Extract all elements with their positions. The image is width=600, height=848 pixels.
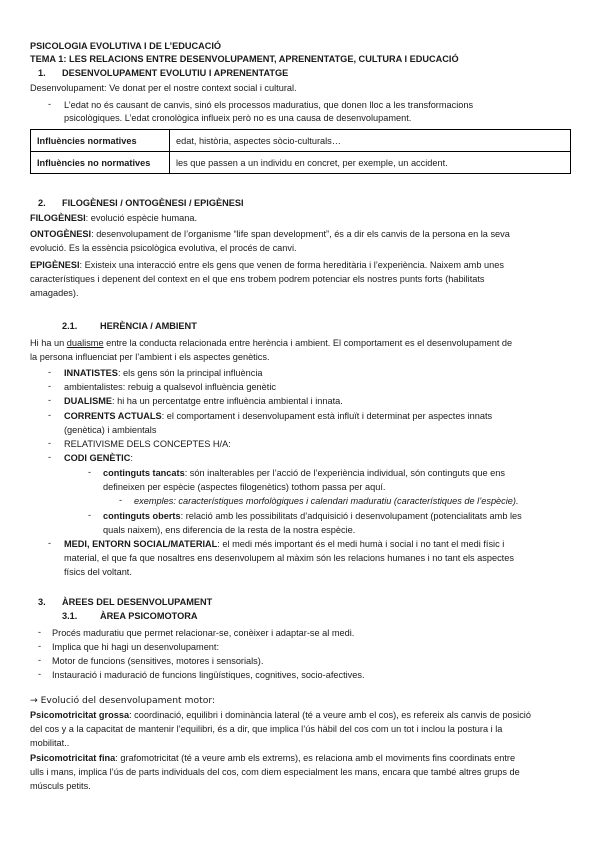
term: CODI GENÈTIC: [64, 453, 131, 463]
corrents-item: [64, 410, 492, 422]
oberts-line-2: quals naixem), ens diferencia de la resta de la nostra espècie.: [103, 525, 356, 535]
bullet-dash: -: [48, 99, 52, 109]
term: continguts oberts: [103, 511, 181, 521]
bullet-age-line-1: L’edat no és causant de canvis, sinó els processos maduratius, que donen lloc a les transformacions: [64, 100, 474, 110]
medi-line-3: físics del voltant.: [64, 567, 132, 577]
bullet-dash: -: [38, 669, 42, 679]
ontogenesi-line-2: evolució. Es la essència psicològica evolutiva, el procés de canvi.: [30, 243, 297, 253]
term: INNATISTES: [64, 368, 118, 378]
oberts-item: [103, 510, 522, 522]
term: Psicomotricitat fina: [30, 753, 116, 763]
topic-title: TEMA 1: LES RELACIONS ENTRE DESENVOLUPAMENT, APRENENTATGE, CULTURA I EDUCACIÓ: [30, 54, 459, 64]
psicomotricitat-grossa: [30, 709, 531, 721]
definition: : hi ha un percentatge entre influència ambiental i innata.: [111, 396, 343, 406]
dualism-intro: [30, 337, 512, 349]
bullet-dash: -: [48, 395, 52, 405]
section-2-number: 2.: [38, 198, 46, 208]
codi-genetic-item: [64, 452, 133, 464]
section-2-1-heading: HERÈNCIA / AMBIENT: [100, 321, 197, 331]
epigenesi-def: [30, 259, 504, 271]
underlined-term: dualisme: [66, 338, 104, 348]
definition: : coordinació, equilibri i dominància lateral (té a veure amb el cos), es refereix als canvis de posició: [129, 710, 531, 720]
motor-evolution-heading: → Evolució del desenvolupament motor:: [30, 695, 216, 706]
definition: : el medi més important és el medi humà i social i no tant el medi físic i: [217, 539, 505, 549]
dualisme-item: [64, 395, 343, 407]
relativisme-item: RELATIVISME DELS CONCEPTES H/A:: [64, 439, 231, 449]
section-1-number: 1.: [38, 68, 46, 78]
bullet-age-line-2: psicològiques. L’edat cronològica influeix però no es una causa de desenvolupament.: [64, 113, 412, 123]
section-3-number: 3.: [38, 597, 46, 607]
bullet-dash: -: [48, 367, 52, 377]
tancats-line-2: defineixen per espècie (aspectes filogenètics) tothom passa per aquí.: [103, 482, 386, 492]
term: FILOGÈNESI: [30, 213, 86, 223]
term: EPIGÈNESI: [30, 260, 80, 270]
bullet-dash: -: [38, 641, 42, 651]
definition: : els gens són la principal influència: [117, 368, 263, 378]
section-3-heading: ÀREES DEL DESENVOLUPAMENT: [62, 597, 213, 607]
definition: : Existeix una interacció entre els gens que venen de forma hereditària i l’experiència. Naixem amb unes: [79, 260, 504, 270]
bullet-dash: -: [48, 538, 52, 548]
ontogenesi-def: [30, 228, 510, 240]
section-3-1-number: 3.1.: [62, 611, 78, 621]
table-cell-value: les que passen a un individu en concret, per exemple, un accident.: [170, 152, 571, 174]
bullet-dash: -: [48, 452, 52, 462]
psicomotricitat-fina-line-3: músculs petits.: [30, 781, 91, 791]
definition: : relació amb les possibilitats d’adquisició i desenvolupament (potencialitats amb les: [180, 511, 522, 521]
psico-bullet: Implica que hi hagi un desenvolupament:: [52, 642, 220, 652]
definition: : el comportament i desenvolupament està influït i determinat per aspectes innats: [161, 411, 493, 421]
medi-line-2: material, el que fa que nosaltres ens desenvolupem al màxim són les relacions humanes i no tant els aspectes: [64, 553, 514, 563]
bullet-dash: -: [88, 467, 92, 477]
bullet-dash: -: [48, 410, 52, 420]
section-2-heading: FILOGÈNESI / ONTOGÈNESI / EPIGÈNESI: [62, 198, 244, 208]
psicomotricitat-grossa-line-2: del cos y a la capacitat de mantenir l’equilibri, és a dir, que implica l’ús hàbil del cos com un tot i inclou la postura i la: [30, 724, 503, 734]
definition: : són inalterables per l’acció de l’experiència individual, són continguts que ens: [184, 468, 505, 478]
colon: :: [130, 453, 133, 463]
section-3-1-heading: ÀREA PSICOMOTORA: [100, 611, 198, 621]
dualism-intro-line-2: la persona influenciat per l’ambient i els aspectes genètics.: [30, 352, 270, 362]
corrents-line-2: (genètica) i ambientals: [64, 425, 157, 435]
tancats-item: [103, 467, 505, 479]
table-row: [31, 152, 571, 174]
term: DUALISME: [64, 396, 112, 406]
table-cell-value: edat, història, aspectes sòcio-culturals…: [170, 130, 571, 152]
section-2-1-number: 2.1.: [62, 321, 78, 331]
term: CORRENTS ACTUALS: [64, 411, 162, 421]
text: Hi ha un: [30, 338, 67, 348]
table-row: [31, 130, 571, 152]
psicomotricitat-grossa-line-3: mobilitat..: [30, 738, 70, 748]
psico-bullet: Procés maduratiu que permet relacionar-se, conèixer i adaptar-se al medi.: [52, 628, 355, 638]
medi-item: [64, 538, 504, 550]
text: entre la conducta relacionada entre herència i ambient. El comportament es el desenvolupament de: [103, 338, 513, 348]
psico-bullet: Instauració i maduració de funcions lingüístiques, cognitives, socio-afectives.: [52, 670, 365, 680]
bullet-dash: -: [38, 627, 42, 637]
definition: : desenvolupament de l’organisme “life span development”, és a dir els canvis de la persona en la seva: [91, 229, 510, 239]
exemples-item: exemples: característiques morfològiques i calendari maduratiu (característiques de l’espècie).: [134, 496, 519, 506]
epigenesi-line-2: característiques i depenent del context en el que ens trobem podrem potenciar els nostres punts forts (habilitats: [30, 274, 485, 284]
ambientalistes-item: ambientalistes: rebuig a qualsevol influència genètic: [64, 382, 276, 392]
bullet-dash: -: [119, 495, 123, 505]
term: MEDI, ENTORN SOCIAL/MATERIAL: [64, 539, 218, 549]
epigenesi-line-3: amagades).: [30, 288, 79, 298]
psico-bullet: Motor de funcions (sensitives, motores i sensorials).: [52, 656, 264, 666]
psicomotricitat-fina-line-2: ulls i mans, implica l’ús de parts individuals del cos, com diem especialment les mans, encara que també altres grups de: [30, 767, 520, 777]
psicomotricitat-fina: [30, 752, 515, 764]
definition: : evolució espècie humana.: [85, 213, 197, 223]
term: continguts tancats: [103, 468, 185, 478]
term: ONTOGÈNESI: [30, 229, 92, 239]
bullet-dash: -: [48, 381, 52, 391]
definition-development: Desenvolupament: Ve donat per el nostre context social i cultural.: [30, 83, 297, 93]
influences-table: [30, 129, 571, 174]
bullet-dash: -: [38, 655, 42, 665]
section-1-heading: DESENVOLUPAMENT EVOLUTIU I APRENENTATGE: [62, 68, 289, 78]
innatistes-item: [64, 367, 262, 379]
table-cell-label: Influències no normatives: [31, 152, 170, 174]
doc-title: PSICOLOGIA EVOLUTIVA I DE L’EDUCACIÓ: [30, 41, 222, 51]
definition: : grafomotricitat (té a veure amb els extrems), es relaciona amb el moviments fins coordinats entre: [115, 753, 516, 763]
bullet-dash: -: [88, 510, 92, 520]
filogenesi-def: [30, 212, 197, 224]
table-cell-label: Influències normatives: [31, 130, 170, 152]
bullet-dash: -: [48, 438, 52, 448]
term: Psicomotricitat grossa: [30, 710, 130, 720]
